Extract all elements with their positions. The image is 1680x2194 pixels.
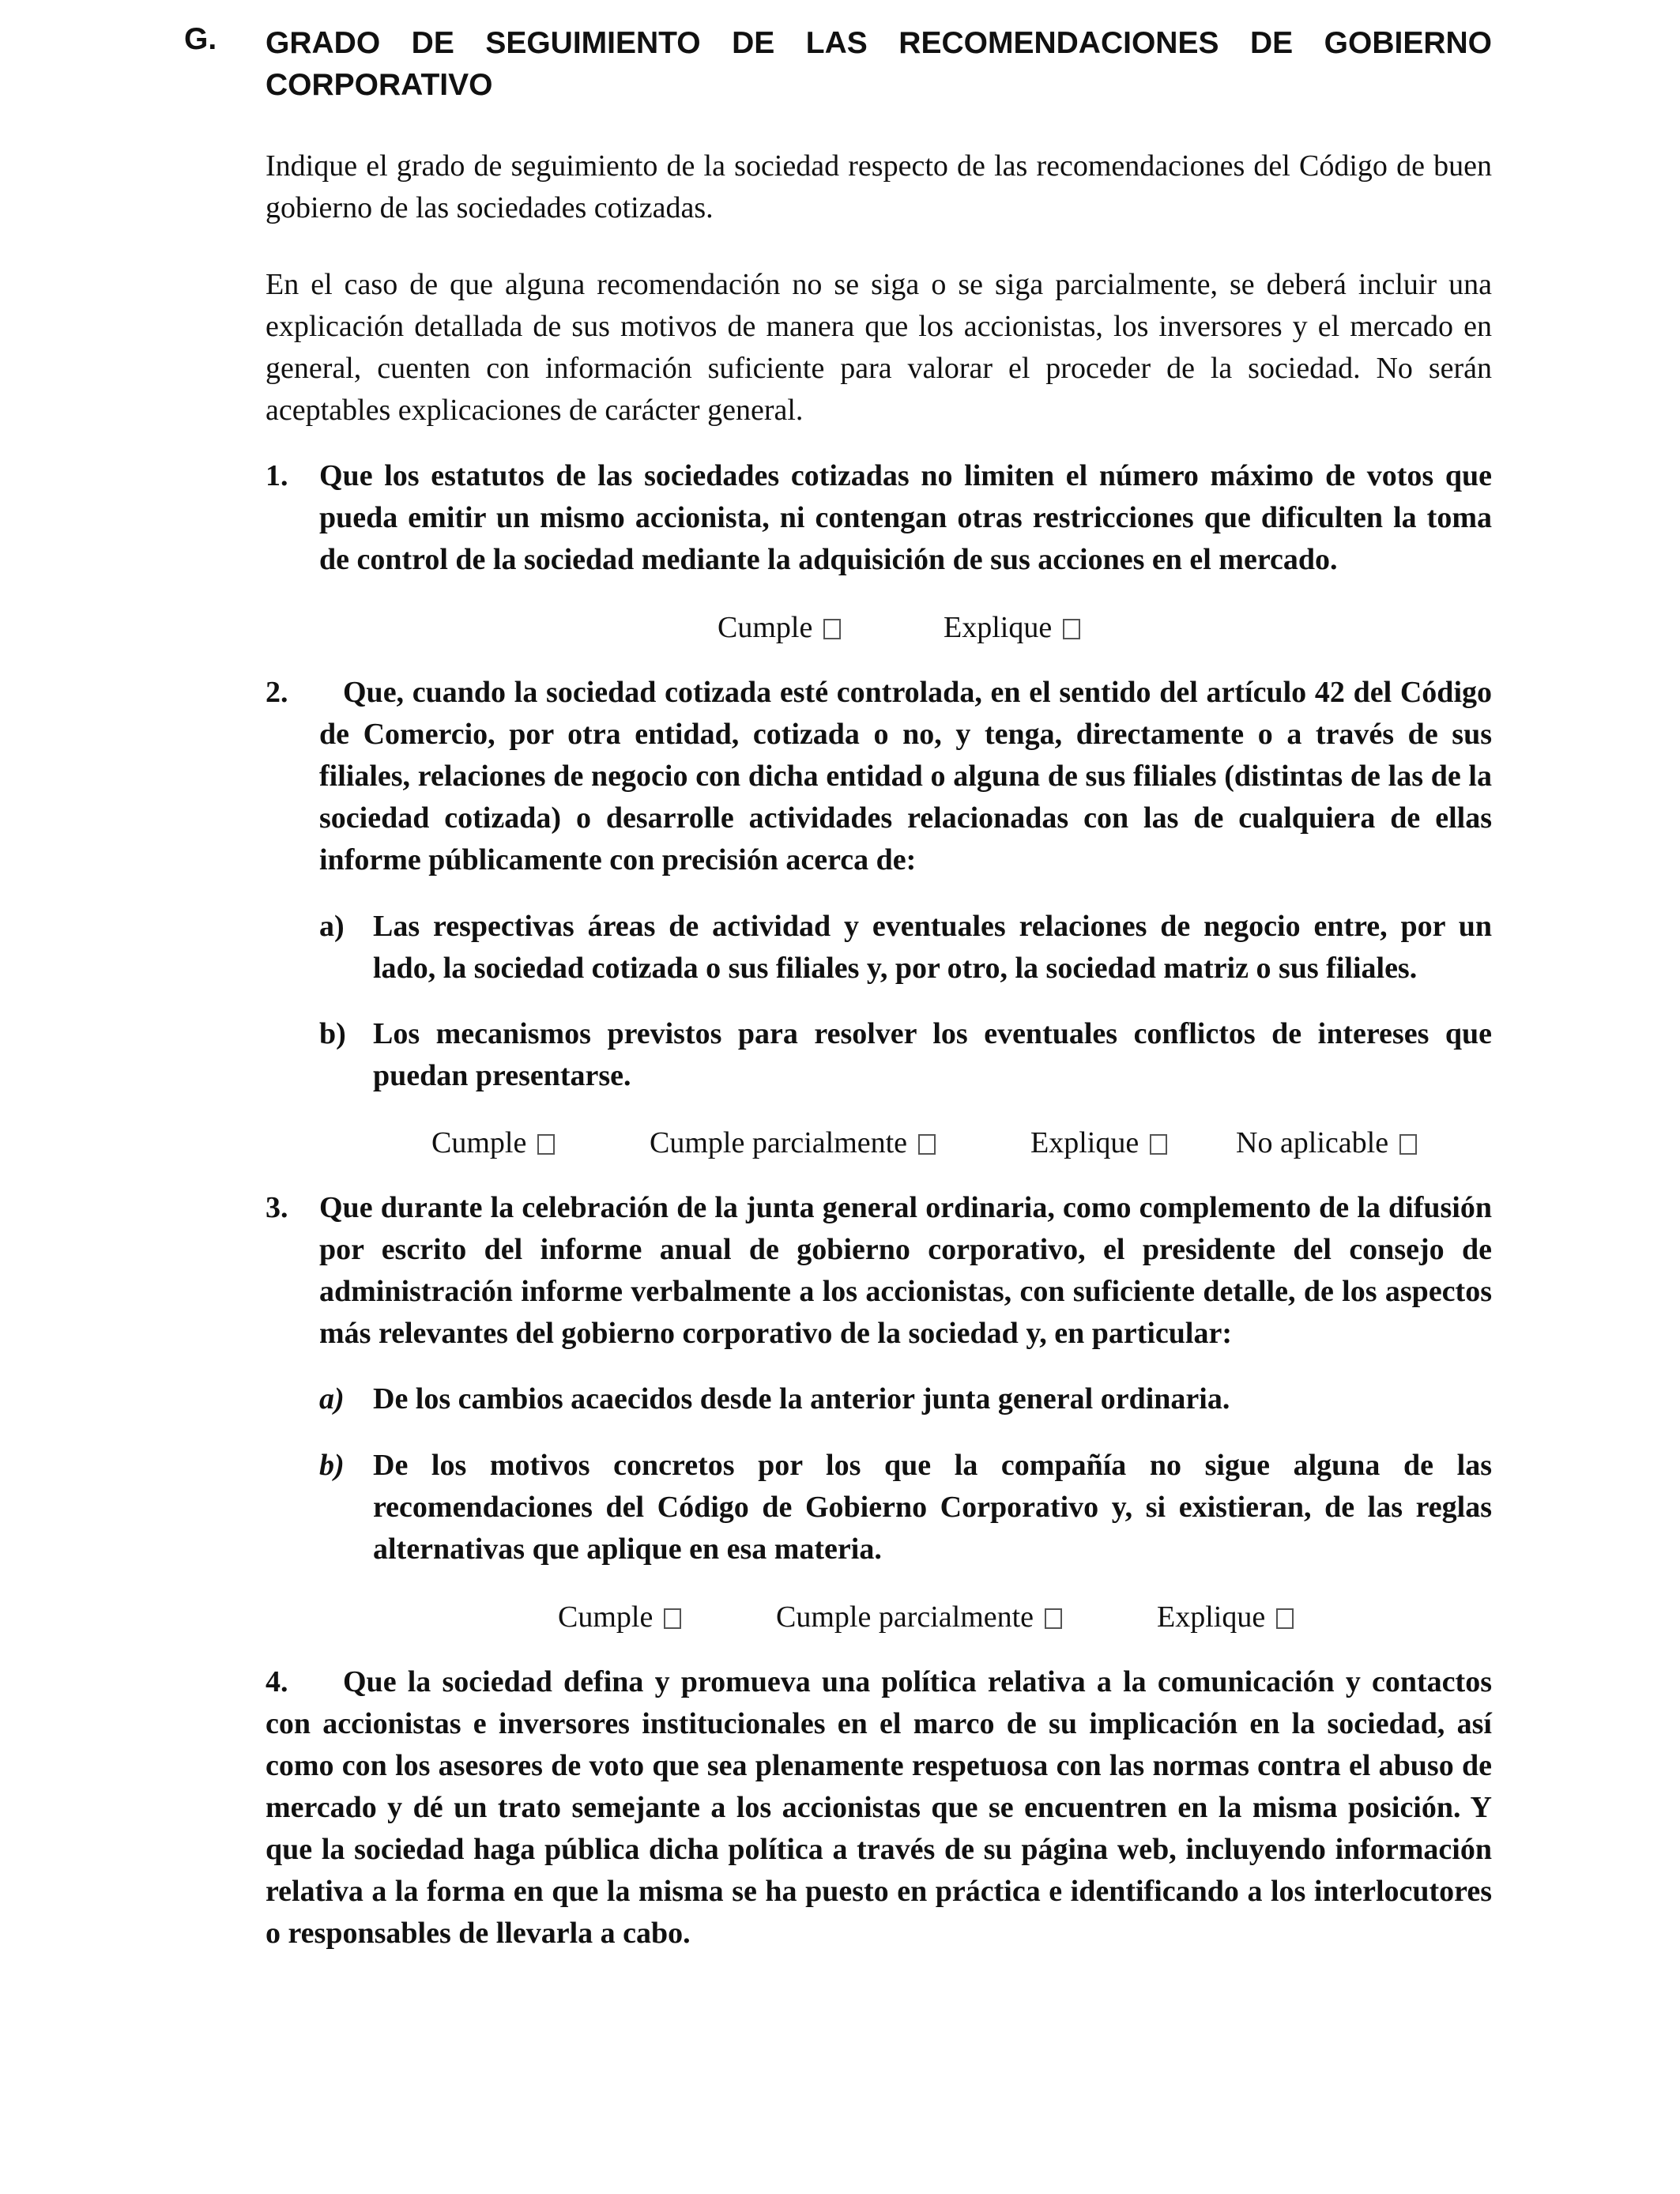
option-label: Explique: [944, 611, 1053, 644]
intro-paragraph-1: Indique el grado de seguimiento de la sociedad respecto de las recomendaciones del Código de buen gobierno de las sociedades cotizadas.: [266, 149, 1492, 224]
subitem-text: De los motivos concretos por los que la compañía no sigue alguna de las recomendaciones del Código de Gobierno Corporativo y, si existieran, de las reglas alternativas que aplique en esa materia.: [373, 1449, 1492, 1566]
compliance-options-1: [0, 607, 1680, 649]
option-label: Explique: [1157, 1600, 1266, 1634]
checkbox-icon[interactable]: [1063, 619, 1080, 639]
checkbox-icon[interactable]: [1150, 1134, 1167, 1155]
compliance-options-2: [0, 1122, 1680, 1164]
checkbox-icon[interactable]: [1045, 1608, 1062, 1629]
option-label: Cumple: [718, 611, 813, 644]
option-label: Cumple parcialmente: [776, 1600, 1034, 1634]
option-label: Cumple: [431, 1126, 527, 1159]
recommendation-2-subitem-b: [319, 1013, 1492, 1097]
subitem-label: b): [319, 1017, 346, 1050]
checkbox-icon[interactable]: [1399, 1134, 1417, 1155]
option-label: No aplicable: [1236, 1126, 1389, 1159]
checkbox-icon[interactable]: [664, 1608, 681, 1629]
option-cumple[interactable]: [431, 1122, 555, 1164]
intro-paragraph-2: En el caso de que alguna recomendación no se siga o se siga parcialmente, se deberá incluir una explicación detallada de sus motivos de manera que los accionistas, los inversores y el mercado en general, cuenten con información suficiente para valorar el proceder de la sociedad. No serán aceptables explicaciones de carácter general.: [266, 268, 1492, 427]
recommendation-text: Que la sociedad defina y promueva una política relativa a la comunicación y contactos con accionistas e inversores institucionales en el marco de su implicación en la sociedad, así como con los asesores de voto que sea plenamente respetuosa con las normas contra el abuso de mercado y dé un trato semejante a los accionistas que se encuentren en la misma posición. Y que la sociedad haga pública dicha política a través de su página web, incluyendo información relativa a la forma en que la misma se ha puesto en práctica e identificando a los interlocutores o responsables de llevarla a cabo.: [266, 1665, 1492, 1950]
subitem-text: Los mecanismos previstos para resolver los eventuales conflictos de intereses que puedan presentarse.: [373, 1017, 1492, 1092]
checkbox-icon[interactable]: [918, 1134, 936, 1155]
option-label: Explique: [1030, 1126, 1139, 1159]
checkbox-icon[interactable]: [1276, 1608, 1294, 1629]
compliance-options-3: [0, 1596, 1680, 1638]
subitem-text: Las respectivas áreas de actividad y eventuales relaciones de negocio entre, por un lado, la sociedad cotizada o sus filiales y, por otro, la sociedad matriz o sus filiales.: [373, 910, 1492, 985]
option-label: Cumple parcialmente: [650, 1126, 908, 1159]
option-cumple-parcialmente[interactable]: [776, 1596, 1062, 1638]
recommendation-3-subitem-b: [319, 1445, 1492, 1570]
recommendation-number: 1.: [266, 459, 288, 492]
option-explique[interactable]: [944, 607, 1080, 649]
section-title: GRADO DE SEGUIMIENTO DE LAS RECOMENDACIONES DE GOBIERNO CORPORATIVO: [266, 26, 1492, 102]
subitem-label: a): [319, 910, 345, 943]
recommendation-2-subitem-a: [319, 906, 1492, 990]
subitem-text: De los cambios acaecidos desde la anterior junta general ordinaria.: [373, 1382, 1230, 1416]
recommendation-3: [266, 1187, 1492, 1355]
option-cumple-parcialmente[interactable]: [650, 1122, 936, 1164]
recommendation-text: Que, cuando la sociedad cotizada esté controlada, en el sentido del artículo 42 del Código de Comercio, por otra entidad, cotizada o no, y tenga, directamente o a través de sus filiales, relaciones de negocio con dicha entidad o alguna de sus filiales (distintas de las de la sociedad cotizada) o desarrolle actividades relacionadas con las de cualquiera de ellas informe públicamente con precisión acerca de:: [319, 676, 1492, 876]
option-cumple[interactable]: [718, 607, 841, 649]
subitem-label: b): [319, 1449, 345, 1482]
recommendation-2: [266, 672, 1492, 881]
recommendation-text: Que los estatutos de las sociedades cotizadas no limiten el número máximo de votos que pueda emitir un mismo accionista, ni contengan otras restricciones que dificulten la toma de control de la sociedad mediante la adquisición de sus acciones en el mercado.: [319, 459, 1492, 576]
option-explique[interactable]: [1030, 1122, 1167, 1164]
recommendation-number: 4.: [266, 1665, 288, 1698]
subitem-label: a): [319, 1382, 345, 1416]
recommendation-4: [266, 1661, 1492, 1955]
recommendation-text: Que durante la celebración de la junta general ordinaria, como complemento de la difusión por escrito del informe anual de gobierno corporativo, el presidente del consejo de administración informe verbalmente a los accionistas, con suficiente detalle, de los aspectos más relevantes del gobierno corporativo de la sociedad y, en particular:: [319, 1191, 1492, 1350]
recommendation-number: 3.: [266, 1191, 288, 1224]
option-explique[interactable]: [1157, 1596, 1294, 1638]
checkbox-icon[interactable]: [537, 1134, 555, 1155]
recommendation-3-subitem-a: [319, 1378, 1492, 1420]
option-no-aplicable[interactable]: [1236, 1122, 1417, 1164]
option-cumple[interactable]: [558, 1596, 681, 1638]
section-letter: G.: [184, 22, 217, 56]
checkbox-icon[interactable]: [823, 619, 841, 639]
recommendation-number: 2.: [266, 676, 288, 709]
recommendation-1: [266, 455, 1492, 581]
option-label: Cumple: [558, 1600, 654, 1634]
